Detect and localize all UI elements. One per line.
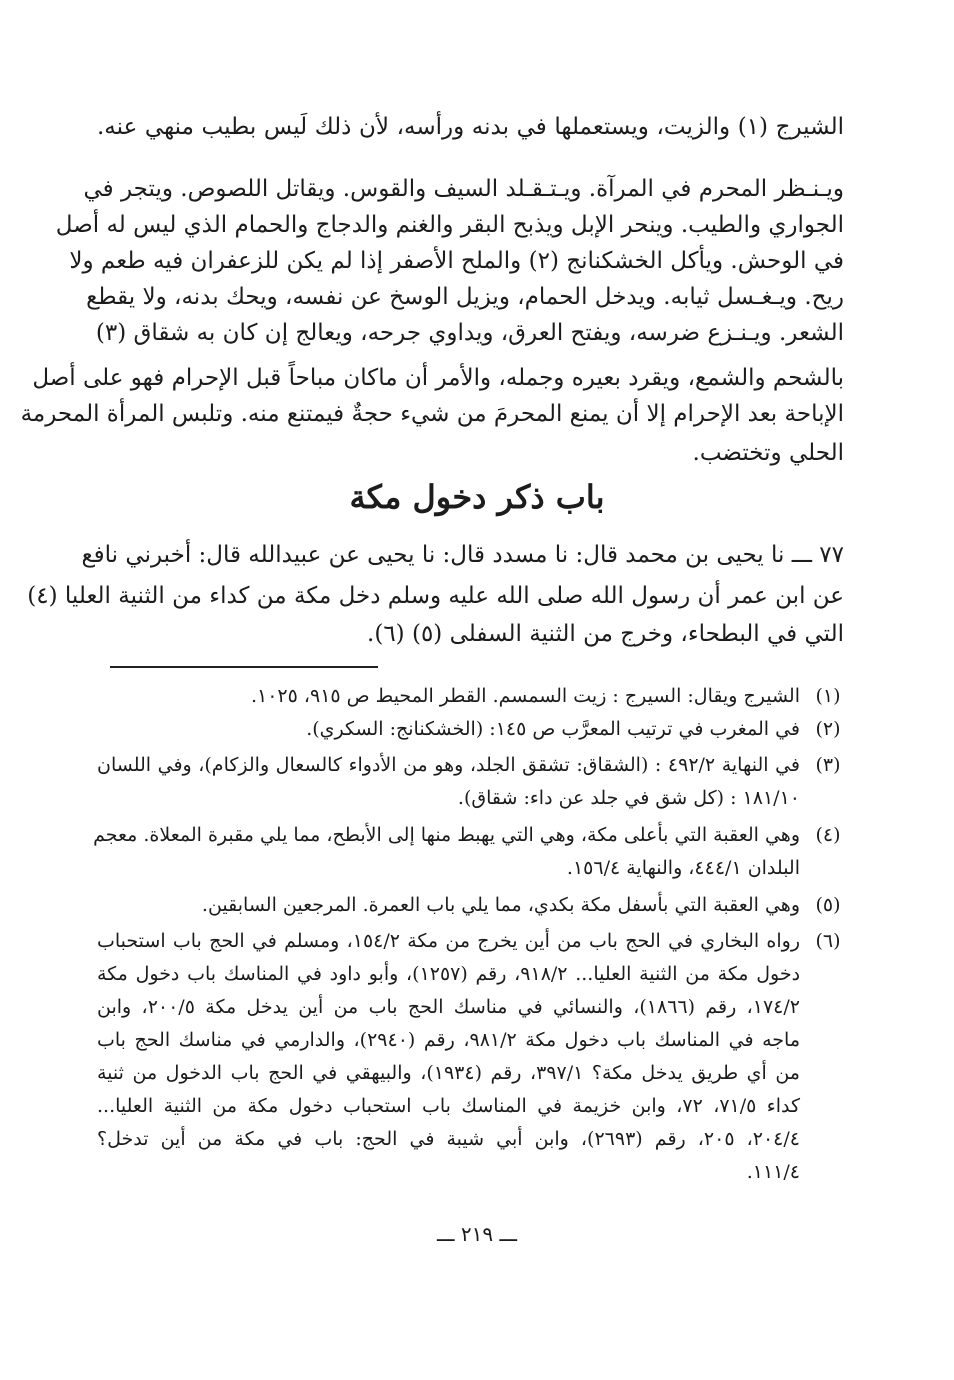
footnote-line: وهي العقبة التي بأعلى مكة، وهي التي يهبط منها إلى الأبطح، مما يلي مقبرة المعلاة. معجم [93,824,800,846]
footnote-line: ٢٠٤/٤، ٢٠٥، رقم (٢٦٩٣)، وابن أبي شيبة في الحج: باب في مكة من أين تدخل؟ [97,1128,800,1150]
footnote-line: ١٨١/١٠ : (كل شق في جلد عن داء: شقاق). [457,787,800,809]
footnote-line: دخول مكة من الثنية العليا... ٩١٨/٢، رقم (١٢٥٧)، وأبو داود في المناسك باب دخول مكة [97,963,801,985]
footnote-line: ١٧٤/٢، رقم (١٨٦٦)، والنسائي في مناسك الحج باب من أين يدخل مكة ٢٠٠/٥، وابن [97,996,800,1018]
footnote-number: (٦) [815,930,841,952]
footnote-line: البلدان ٤٤٤/١، والنهاية ١٥٦/٤. [566,857,800,879]
page-number: ـــ ٢١٩ ـــ [436,1222,518,1246]
body-line-2: ويـنـظر المحرم في المرآة. ويـتـقـلد السيف والقوس. ويقاتل اللصوص. ويتجر في [83,176,844,202]
footnote-number: (١) [815,685,841,707]
body-line-9: الحلي وتختضب. [692,440,844,466]
body-line-4: في الوحش. ويأكل الخشكنانج (٢) والملح الأصفر إذا لم يكن للزعفران فيه طعم ولا [69,248,844,274]
footnote-line: ماجه في المناسك باب دخول مكة ٩٨١/٢، رقم (٢٩٤٠)، والدارمي في مناسك الحج باب [97,1029,800,1051]
footnote-number: (٥) [815,894,841,916]
footnote-number: (٣) [815,754,841,776]
footnote-line: وهي العقبة التي بأسفل مكة بكدي، مما يلي باب العمرة. المرجعين السابقين. [201,894,800,916]
chapter-heading: باب ذكر دخول مكة [349,478,605,516]
footnote-line: كداء ٧١/٥، ٧٢، وابن خزيمة في المناسك باب استحباب دخول مكة من الثنية العليا... [97,1095,801,1117]
hadith-line-1: ٧٧ ـــ نا يحيى بن محمد قال: نا مسدد قال: نا يحيى عن عبيدالله قال: أخبرني نافع [81,542,844,568]
body-line-8: الإباحة بعد الإحرام إلا أن يمنع المحرمَ من شيء حجةٌ فيمتنع منه. وتلبس المرأة المحرمة [20,401,844,427]
body-line-5: ريح. ويـغـسل ثيابه. ويدخل الحمام، ويزيل الوسخ عن نفسه، ويحك بدنه، ولا يقطع [86,284,844,310]
hadith-line-2: عن ابن عمر أن رسول الله صلى الله عليه وسلم دخل مكة من كداء من الثنية العليا (٤) [27,583,844,609]
footnote-line: رواه البخاري في الحج باب من أين يخرج من مكة ١٥٤/٢، ومسلم في الحج باب استحباب [97,930,800,952]
footnote-line: في المغرب في ترتيب المعرَّب ص ١٤٥: (الخشكنانج: السكري). [306,718,800,740]
body-line-6: الشعر. ويـنـزع ضرسه، ويفتح العرق، ويداوي جرحه، ويعالج إن كان به شقاق (٣) [95,320,844,346]
body-line-1: الشيرج (١) والزيت، ويستعملها في بدنه ورأسه، لأن ذلك لَيس بطيب منهي عنه. [97,114,844,140]
footnote-line: من أي طريق يدخل مكة؟ ٣٩٧/١، رقم (١٩٣٤)، والبيهقي في الحج باب الدخول من ثنية [97,1062,800,1084]
footnote-number: (٤) [815,824,841,846]
footnote-line: في النهاية ٤٩٢/٢ : (الشقاق: تشقق الجلد، وهو من الأدواء كالسعال والزكام)، وفي اللسان [97,754,800,776]
footnote-line: ١١١/٤. [746,1161,800,1183]
footnote-line: الشيرج ويقال: السيرج : زيت السمسم. القطر المحيط ص ٩١٥، ١٠٢٥. [250,685,800,707]
footnote-separator [110,666,378,668]
body-line-3: الجواري والطيب. وينحر الإبل ويذبح البقر والغنم والدجاج والحمام الذي ليس له أصل [55,212,844,238]
body-line-7: بالشحم والشمع، ويقرد بعيره وجمله، والأمر أن ماكان مباحاً قبل الإحرام فهو على أصل [32,365,844,391]
hadith-line-3: التي في البطحاء، وخرج من الثنية السفلى (٥) (٦). [367,621,844,647]
footnote-number: (٢) [815,718,841,740]
